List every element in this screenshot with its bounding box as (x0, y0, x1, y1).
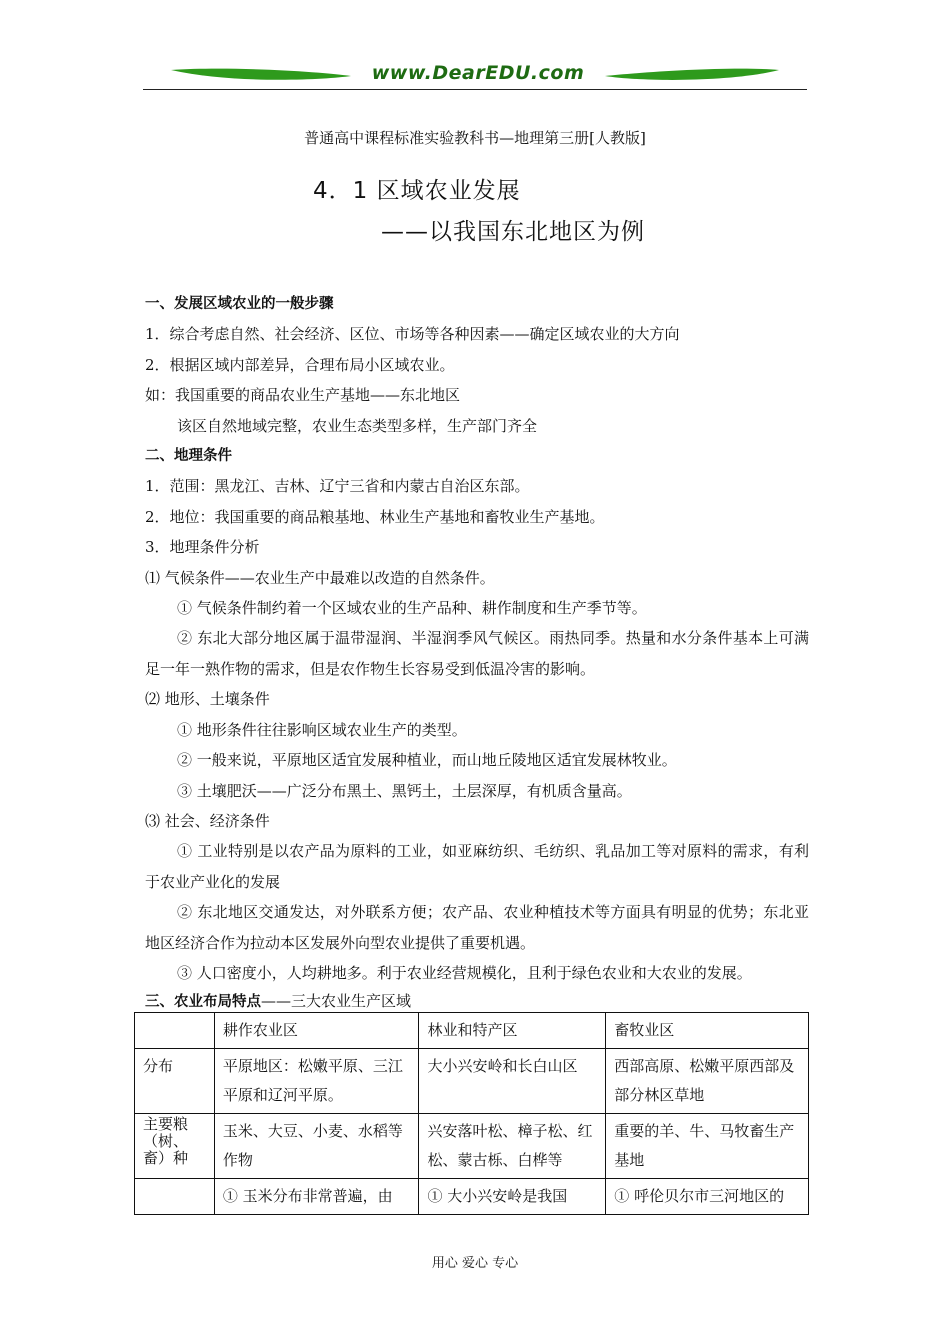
paragraph: ② 东北大部分地区属于温带湿润、半湿润季风气候区。雨热同季。热量和水分条件基本上可满足一年一熟作物的需求，但是农作物生长容易受到低温冷害的影响。 (145, 629, 809, 678)
section-heading-rest: ——三大农业生产区域 (261, 992, 412, 1010)
subsection: ⑴ 气候条件——农业生产中最难以改造的自然条件。 (145, 568, 495, 587)
table-cell: 重要的羊、牛、马牧畜生产基地 (606, 1114, 809, 1179)
section-heading-3 (145, 990, 411, 1013)
agriculture-zones-table (134, 1012, 809, 1215)
paragraph: ① 地形条件往往影响区域农业生产的类型。 (177, 720, 467, 739)
paragraph: ③ 土壤肥沃——广泛分布黑土、黑钙土，土层深厚，有机质含量高。 (177, 781, 632, 800)
page-footer: 用心 爱心 专心 (431, 1256, 519, 1271)
table-cell: 大小兴安岭和长白山区 (419, 1049, 606, 1114)
table-header-cell (135, 1013, 215, 1049)
table-cell: 兴安落叶松、樟子松、红松、蒙古栎、白桦等 (419, 1114, 606, 1179)
section-heading: 二、地理条件 (145, 448, 232, 465)
paragraph: ② 一般来说，平原地区适宜发展种植业，而山地丘陵地区适宜发展林牧业。 (177, 751, 677, 770)
table-cell: ① 呼伦贝尔市三河地区的 (606, 1179, 809, 1215)
paragraph: ③ 人口密度小，人均耕地多。利于农业经营规模化，且利于绿色农业和大农业的发展。 (177, 963, 752, 982)
table-cell: 西部高原、松嫩平原西部及部分林区草地 (606, 1049, 809, 1114)
table-cell: ① 玉米分布非常普遍，由 (214, 1179, 419, 1215)
table-cell: 平原地区：松嫩平原、三江平原和辽河平原。 (214, 1049, 419, 1114)
table-header-cell: 畜牧业区 (606, 1013, 809, 1049)
table-header-row (135, 1013, 809, 1049)
table-cell: 分布 (135, 1049, 215, 1114)
table-cell: 主要粮（树、畜）种 (135, 1114, 215, 1179)
table-row (135, 1049, 809, 1114)
paragraph: 2．地位：我国重要的商品粮基地、林业生产基地和畜牧业生产基地。 (145, 507, 605, 526)
table-cell: ① 大小兴安岭是我国 (419, 1179, 606, 1215)
lesson-subtitle: ——以我国东北地区为例 (381, 219, 645, 245)
body-content (145, 289, 809, 988)
paragraph: 1．范围：黑龙江、吉林、辽宁三省和内蒙古自治区东部。 (145, 477, 530, 496)
paragraph: 1．综合考虑自然、社会经济、区位、市场等各种因素——确定区域农业的大方向 (145, 325, 680, 344)
paragraph: 如：我国重要的商品农业生产基地——东北地区 (145, 386, 461, 405)
table-cell (135, 1179, 215, 1215)
section-heading-bold: 三、农业布局特点 (145, 994, 261, 1010)
textbook-subtitle: 普通高中课程标准实验教科书—地理第三册[人教版] (304, 129, 646, 147)
section-heading: 一、发展区域农业的一般步骤 (145, 296, 334, 312)
subsection: ⑶ 社会、经济条件 (145, 811, 270, 830)
table-header-cell: 林业和特产区 (419, 1013, 606, 1049)
paragraph: ① 气候条件制约着一个区域农业的生产品种、耕作制度和生产季节等。 (177, 599, 647, 618)
paragraph: 3．地理条件分析 (145, 538, 260, 557)
table-header-cell: 耕作农业区 (214, 1013, 419, 1049)
subsection: ⑵ 地形、土壤条件 (145, 690, 270, 709)
lesson-title: 4．1 区域农业发展 (313, 178, 521, 204)
brand-logo-text: www.DearEDU.com (371, 62, 585, 84)
paragraph: ② 东北地区交通发达，对外联系方便；农产品、农业种植技术等方面具有明显的优势；东北亚地区经济合作为拉动本区发展外向型农业提供了重要机遇。 (145, 903, 809, 952)
header-banner (143, 62, 807, 92)
table-row (135, 1114, 809, 1179)
table-row (135, 1179, 809, 1215)
paragraph: ① 工业特别是以农产品为原料的工业，如亚麻纺织、毛纺织、乳品加工等对原料的需求，有利于农业产业化的发展 (145, 842, 809, 891)
paragraph: 该区自然地域完整，农业生态类型多样，生产部门齐全 (177, 416, 538, 435)
table-cell: 玉米、大豆、小麦、水稻等作物 (214, 1114, 419, 1179)
paragraph: 2．根据区域内部差异，合理布局小区域农业。 (145, 355, 455, 374)
header-rule (143, 89, 807, 90)
